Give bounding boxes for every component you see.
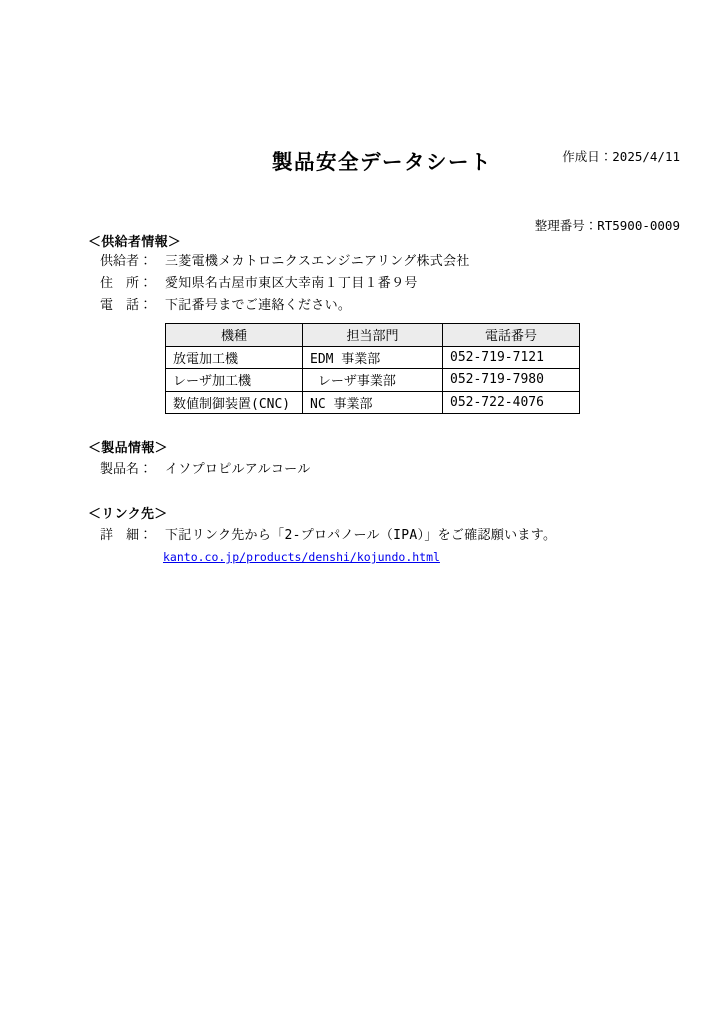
- contact-table-row: [166, 346, 580, 369]
- phone-cell: 052-722-4076: [443, 391, 580, 414]
- department-cell: NC 事業部: [303, 391, 443, 414]
- link-detail-row: [100, 528, 556, 543]
- department-cell: EDM 事業部: [303, 346, 443, 369]
- contact-table-header-row: [166, 324, 580, 347]
- kojundo-link[interactable]: kanto.co.jp/products/denshi/kojundo.html: [163, 550, 440, 564]
- created-date: 作成日：2025/4/11: [562, 149, 680, 164]
- supplier-name-row: [100, 254, 470, 269]
- machine-cell: レーザ加工機: [166, 369, 303, 392]
- link-detail-value: 下記リンク先から「2-プロパノール（IPA）」をご確認願います。: [165, 528, 557, 543]
- department-cell: レーザ事業部: [303, 369, 443, 392]
- contact-table-row: [166, 391, 580, 414]
- supplier-phone-label: 電 話：: [100, 298, 153, 313]
- column-header-department: 担当部門: [303, 324, 443, 347]
- supplier-address-row: [100, 276, 418, 291]
- product-name-value: イソプロピルアルコール: [165, 462, 311, 477]
- contact-table-row: [166, 369, 580, 392]
- reference-number: 整理番号：RT5900-0009: [534, 218, 680, 233]
- link-section-heading: ＜リンク先＞: [88, 507, 168, 522]
- supplier-name-value: 三菱電機メカトロニクスエンジニアリング株式会社: [165, 254, 470, 269]
- machine-cell: 放電加工機: [166, 346, 303, 369]
- link-detail-label: 詳 細：: [100, 528, 153, 543]
- document-meta: [535, 99, 680, 283]
- product-name-row: [100, 462, 311, 477]
- column-header-machine: 機種: [166, 324, 303, 347]
- supplier-name-label: 供給者：: [100, 254, 153, 269]
- supplier-address-value: 愛知県名古屋市東区大幸南１丁目１番９号: [165, 276, 418, 291]
- column-header-phone: 電話番号: [443, 324, 580, 347]
- product-name-label: 製品名：: [100, 462, 153, 477]
- supplier-section-heading: ＜供給者情報＞: [88, 235, 182, 250]
- phone-cell: 052-719-7980: [443, 369, 580, 392]
- page-title: 製品安全データシート: [272, 150, 492, 174]
- machine-cell: 数値制御装置(CNC): [166, 391, 303, 414]
- product-section-heading: ＜製品情報＞: [88, 441, 168, 456]
- supplier-phone-value: 下記番号までご連絡ください。: [165, 298, 352, 313]
- supplier-phone-row: [100, 298, 351, 313]
- contact-table: [165, 323, 580, 414]
- supplier-address-label: 住 所：: [100, 276, 153, 291]
- phone-cell: 052-719-7121: [443, 346, 580, 369]
